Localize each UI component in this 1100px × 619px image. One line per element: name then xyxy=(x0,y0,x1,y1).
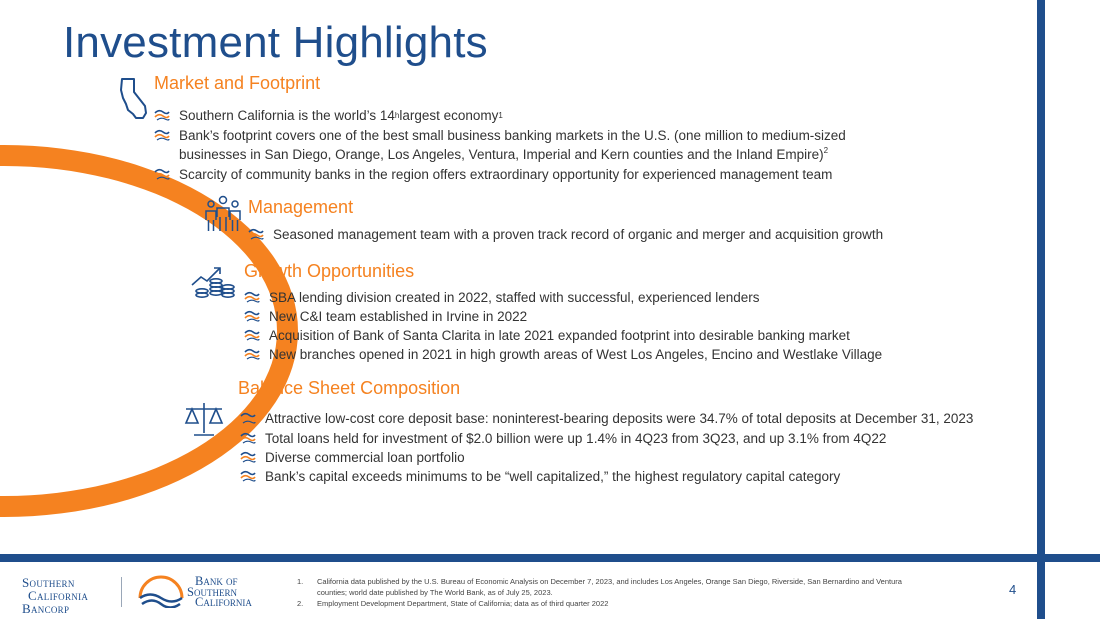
footnote-1-cont xyxy=(297,587,902,598)
footnote-2 xyxy=(297,598,902,609)
logo-line: Southern xyxy=(22,575,75,590)
footnote-text: Employment Development Department, State of California; data as of third quarter 2022 xyxy=(317,599,609,608)
bullet-text-cont: largest economy xyxy=(399,107,499,123)
management-team-icon xyxy=(205,195,241,233)
logo-line: California xyxy=(195,595,252,609)
bullet-text-cont: businesses in San Diego, Orange, Los Angeles, Ventura, Imperial and Kern counties and the Inland Empire) xyxy=(179,147,824,162)
bullet-text: Total loans held for investment of $2.0 billion were up 1.4% in 4Q23 from 3Q23, and up 3.1% from 4Q22 xyxy=(265,430,887,446)
bullet-text: Attractive low-cost core deposit base: noninterest-bearing deposits were 34.7% of total deposits at December 31, 2023 xyxy=(265,410,974,426)
wave-bullet-icon xyxy=(154,109,170,121)
wave-bullet-icon xyxy=(240,412,256,424)
balance-bullet-3 xyxy=(240,448,465,466)
growth-chart-icon xyxy=(190,265,235,299)
section-heading-growth: Growth Opportunities xyxy=(244,261,415,281)
footnote-number: 1. xyxy=(297,577,304,586)
bullet-text: Southern California is the world’s 14 xyxy=(179,107,395,123)
wave-bullet-icon xyxy=(240,432,256,444)
wave-bullet-icon xyxy=(244,329,260,341)
wave-bullet-icon xyxy=(244,291,260,303)
section-heading-market: Market and Footprint xyxy=(154,73,321,93)
balance-bullet-4 xyxy=(240,467,840,485)
superscript: h xyxy=(394,110,400,120)
bullet-text: SBA lending division created in 2022, staffed with successful, experienced lenders xyxy=(269,289,760,305)
growth-bullet-2 xyxy=(244,307,527,325)
bullet-text: Bank’s capital exceeds minimums to be “well capitalized,” the highest regulatory capital category xyxy=(265,468,841,484)
growth-bullet-1 xyxy=(244,288,760,306)
bullet-text: Diverse commercial loan portfolio xyxy=(265,449,465,465)
footnote-text: counties; world date published by The World Bank, as of July 25, 2023. xyxy=(317,588,553,597)
logo-divider xyxy=(121,577,122,607)
page-number: 4 xyxy=(1009,582,1017,597)
growth-bullet-3 xyxy=(244,326,850,344)
bank-of-southern-california-emblem-icon xyxy=(136,574,186,608)
footnote-ref: 1 xyxy=(498,110,503,120)
wave-bullet-icon xyxy=(248,228,264,240)
footnote-text: California data published by the U.S. Bureau of Economic Analysis on December 7, 2023, and includes Los Angeles, Orange San Diego, Riverside, San Bernardino and Ventura xyxy=(317,577,902,586)
wave-bullet-icon xyxy=(154,129,170,141)
california-icon xyxy=(118,77,150,121)
balance-scale-icon xyxy=(183,401,225,437)
southern-california-bancorp-logo xyxy=(22,576,112,615)
section-heading-balance: Balance Sheet Composition xyxy=(238,378,461,398)
bank-of-southern-california-logo-text xyxy=(187,576,252,608)
bullet-text: Seasoned management team with a proven track record of organic and merger and acquisition growth xyxy=(273,226,884,242)
page-title: Investment Highlights xyxy=(63,18,488,67)
logo-line: Southern xyxy=(187,584,237,599)
footnote-ref: 2 xyxy=(823,146,829,155)
wave-bullet-icon xyxy=(244,348,260,360)
logo-line: California xyxy=(28,588,89,603)
wave-bullet-icon xyxy=(240,451,256,463)
bullet-text: New branches opened in 2021 in high growth areas of West Los Angeles, Encino and Westlake Village xyxy=(269,346,883,362)
market-bullet-2 xyxy=(154,126,846,144)
right-accent-bar xyxy=(1037,0,1045,619)
footnotes xyxy=(297,576,902,609)
footer-divider-bar xyxy=(0,554,1100,562)
bullet-text: Scarcity of community banks in the region offers extraordinary opportunity for experienced management team xyxy=(179,166,833,182)
balance-bullet-2 xyxy=(240,429,886,447)
bullet-text: New C&I team established in Irvine in 2022 xyxy=(269,308,528,324)
bullet-text: Bank’s footprint covers one of the best small business banking markets in the U.S. (one million to medium-sized xyxy=(179,127,846,143)
wave-bullet-icon xyxy=(240,470,256,482)
footnote-1 xyxy=(297,576,902,587)
bullet-text: Acquisition of Bank of Santa Clarita in late 2021 expanded footprint into desirable banking market xyxy=(269,327,850,343)
logo-line: Bank of xyxy=(195,574,238,588)
logo-line: Bancorp xyxy=(22,601,70,616)
growth-bullet-4 xyxy=(244,345,882,363)
market-bullet-1 xyxy=(154,106,503,124)
wave-bullet-icon xyxy=(244,310,260,322)
wave-bullet-icon xyxy=(154,168,170,180)
balance-bullet-1 xyxy=(240,409,973,427)
management-bullet-1 xyxy=(248,225,883,243)
market-bullet-2-cont xyxy=(179,146,828,162)
market-bullet-3 xyxy=(154,165,832,183)
footnote-number: 2. xyxy=(297,599,304,608)
section-heading-management: Management xyxy=(248,197,354,217)
